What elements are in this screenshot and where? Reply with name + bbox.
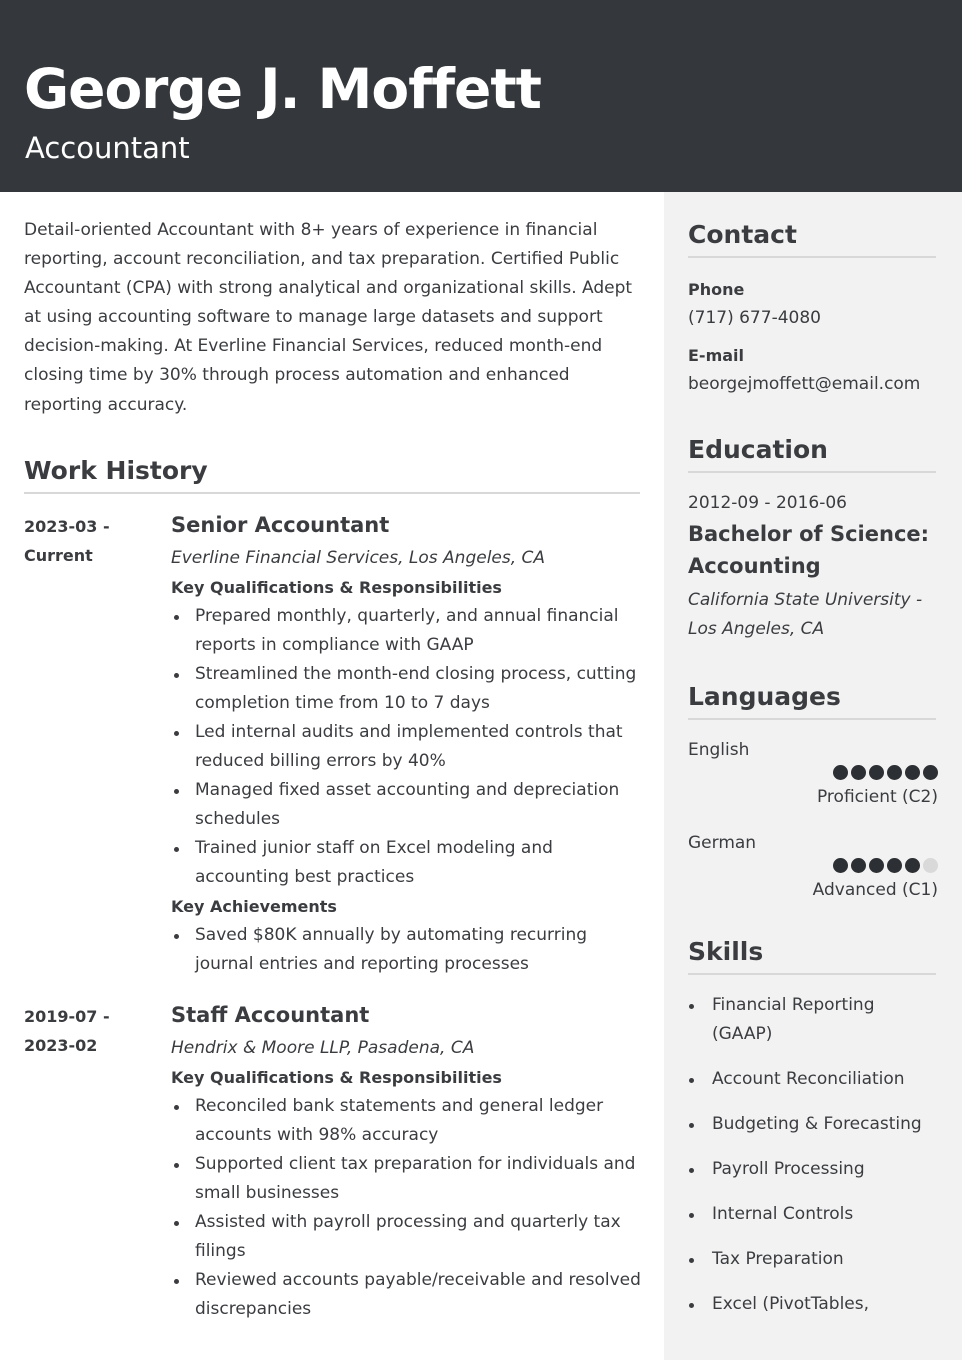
work-history-heading: Work History: [24, 456, 208, 485]
job-date-end: 2023-02: [24, 1036, 98, 1055]
education-school: California State University - Los Angeles, CA: [688, 590, 923, 639]
list-item: Saved $80K annually by automating recurring journal entries and reporting processes: [171, 921, 641, 979]
responsibilities-list: [171, 1092, 641, 1324]
list-item: Reviewed accounts payable/receivable and resolved discrepancies: [171, 1266, 641, 1324]
rating-dot-filled: [887, 858, 902, 873]
skill-item: Internal Controls: [688, 1200, 938, 1229]
email-label: E-mail: [688, 346, 745, 365]
job-dates: [24, 512, 144, 570]
resume-header: [0, 0, 962, 192]
job-company: Everline Financial Services, Los Angeles, CA: [171, 548, 546, 568]
language-item: [688, 736, 938, 809]
skills-heading: Skills: [688, 937, 764, 966]
rating-dot-filled: [869, 765, 884, 780]
language-rating: [688, 765, 938, 785]
skill-item: Excel (PivotTables,: [688, 1290, 938, 1319]
job-title: Staff Accountant: [171, 1003, 370, 1027]
rating-dot-filled: [833, 765, 848, 780]
skills-list: [688, 991, 938, 1319]
education-degree: Bachelor of Science: Accounting: [688, 522, 930, 578]
list-item: Reconciled bank statements and general ledger accounts with 98% accuracy: [171, 1092, 641, 1150]
job-dates: [24, 1002, 144, 1060]
language-item: [688, 829, 938, 902]
list-item: Managed fixed asset accounting and depreciation schedules: [171, 776, 641, 834]
rating-dot-filled: [905, 765, 920, 780]
language-level: Proficient (C2): [816, 787, 938, 807]
rating-dot-empty: [923, 858, 938, 873]
list-item: Supported client tax preparation for individuals and small businesses: [171, 1150, 641, 1208]
rating-dot-filled: [851, 858, 866, 873]
skill-item: Tax Preparation: [688, 1245, 938, 1274]
skill-item: Account Reconciliation: [688, 1065, 938, 1094]
languages-heading: Languages: [688, 682, 841, 711]
responsibilities-list: [171, 602, 641, 892]
language-name: German: [688, 833, 757, 853]
email-value[interactable]: beorgejmoffett@email.com: [688, 374, 921, 394]
education-heading: Education: [688, 435, 828, 464]
sidebar: [664, 192, 962, 1360]
languages-section: [688, 680, 938, 902]
list-item: Assisted with payroll processing and quarterly tax filings: [171, 1208, 641, 1266]
education-section: [688, 433, 938, 644]
job-company: Hendrix & Moore LLP, Pasadena, CA: [171, 1038, 475, 1058]
rating-dot-filled: [887, 765, 902, 780]
qualifications-heading: Key Qualifications & Responsibilities: [171, 578, 502, 597]
phone-label: Phone: [688, 280, 745, 299]
candidate-name: George J. Moffett: [24, 57, 541, 121]
skill-item: Budgeting & Forecasting: [688, 1110, 938, 1139]
skills-section: [688, 935, 938, 1335]
rating-dot-filled: [869, 858, 884, 873]
education-dates: 2012-09 - 2016-06: [688, 493, 848, 513]
job-date-start: 2019-07 -: [24, 1007, 110, 1026]
contact-section: [688, 218, 938, 399]
job-date-end: Current: [24, 546, 93, 565]
phone-value[interactable]: (717) 677-4080: [688, 308, 821, 328]
achievements-list: [171, 921, 641, 979]
divider: [24, 492, 640, 494]
skill-item: Payroll Processing: [688, 1155, 938, 1184]
achievements-heading: Key Achievements: [171, 897, 337, 916]
language-level: Advanced (C1): [812, 880, 938, 900]
list-item: Streamlined the month-end closing process, cutting completion time from 10 to 7 days: [171, 660, 641, 718]
list-item: Led internal audits and implemented controls that reduced billing errors by 40%: [171, 718, 641, 776]
job-title: Senior Accountant: [171, 513, 390, 537]
list-item: Trained junior staff on Excel modeling and accounting best practices: [171, 834, 641, 892]
professional-summary: Detail-oriented Accountant with 8+ years of experience in financial reporting, account reconciliation, and tax preparation. Certified Public Accountant (CPA) with strong analytical and organizational skills. Adept at using accounting software to manage large datasets and support decision-making. At Everline Financial Services, reduced month-end closing time by 30% through process automation and enhanced reporting accuracy.: [24, 220, 633, 415]
rating-dot-filled: [851, 765, 866, 780]
rating-dot-filled: [833, 858, 848, 873]
job-date-start: 2023-03 -: [24, 517, 110, 536]
skill-item: Financial Reporting (GAAP): [688, 991, 938, 1049]
rating-dot-filled: [923, 765, 938, 780]
candidate-title: Accountant: [25, 131, 190, 165]
language-name: English: [688, 740, 750, 760]
list-item: Prepared monthly, quarterly, and annual financial reports in compliance with GAAP: [171, 602, 641, 660]
contact-heading: Contact: [688, 220, 797, 249]
rating-dot-filled: [905, 858, 920, 873]
qualifications-heading: Key Qualifications & Responsibilities: [171, 1068, 502, 1087]
language-rating: [688, 858, 938, 878]
